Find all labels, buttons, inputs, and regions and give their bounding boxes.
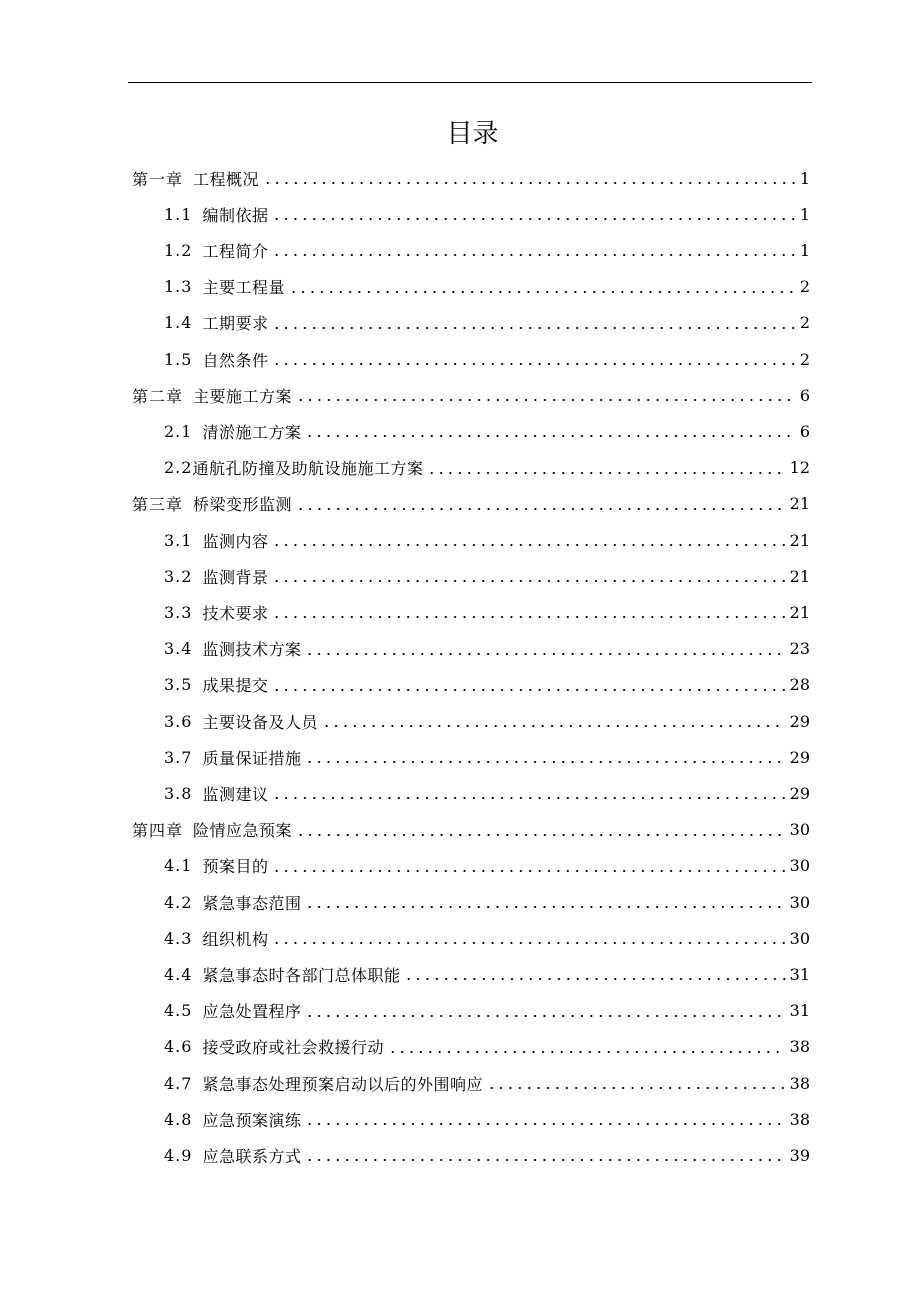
toc-section-entry[interactable] bbox=[164, 269, 810, 305]
toc-entry-page-number: 29 bbox=[789, 783, 810, 803]
toc-entry-title: 紧急事态范围 bbox=[202, 893, 302, 913]
toc-entry-number: 2.2 bbox=[164, 458, 193, 478]
toc-section-entry[interactable] bbox=[164, 594, 810, 630]
toc-dot-leader bbox=[296, 812, 786, 848]
toc-entry-title: 监测建议 bbox=[202, 784, 269, 804]
toc-entry-number: 1.3 bbox=[164, 277, 193, 297]
toc-entry-number: 4.4 bbox=[164, 964, 193, 984]
toc-dot-leader bbox=[296, 377, 796, 413]
toc-entry-number: 4.8 bbox=[164, 1109, 193, 1129]
toc-section-entry[interactable] bbox=[164, 993, 810, 1029]
toc-entry-number: 1.4 bbox=[164, 313, 193, 333]
toc-entry-number: 第二章 bbox=[132, 386, 184, 406]
toc-section-entry[interactable] bbox=[164, 667, 810, 703]
table-of-contents bbox=[0, 160, 920, 1180]
toc-entry-page-number: 30 bbox=[789, 892, 810, 912]
toc-dot-leader bbox=[404, 956, 785, 992]
toc-entry-number: 第四章 bbox=[132, 821, 184, 841]
toc-entry-title: 主要设备及人员 bbox=[202, 712, 318, 732]
toc-entry-page-number: 39 bbox=[789, 1145, 810, 1165]
toc-entry-page-number: 29 bbox=[789, 747, 810, 767]
toc-entry-title: 组织机构 bbox=[202, 929, 269, 949]
toc-section-entry[interactable] bbox=[164, 920, 810, 956]
toc-section-entry[interactable] bbox=[164, 341, 810, 377]
toc-entry-title: 监测背景 bbox=[202, 567, 269, 587]
toc-dot-leader bbox=[263, 160, 796, 196]
toc-dot-leader bbox=[272, 848, 785, 884]
toc-section-entry[interactable] bbox=[164, 232, 810, 268]
toc-entry-page-number: 1 bbox=[799, 240, 810, 260]
toc-entry-page-number: 1 bbox=[799, 204, 810, 224]
toc-entry-title: 紧急事态时各部门总体职能 bbox=[202, 965, 401, 985]
toc-chapter-entry[interactable] bbox=[132, 486, 810, 522]
toc-section-entry[interactable] bbox=[164, 956, 810, 992]
toc-entry-title: 工程概况 bbox=[193, 169, 260, 189]
toc-entry-number: 3.1 bbox=[164, 530, 193, 550]
toc-dot-leader bbox=[272, 920, 785, 956]
toc-entry-page-number: 1 bbox=[799, 168, 810, 188]
toc-dot-leader bbox=[272, 667, 785, 703]
toc-entry-title: 预案目的 bbox=[202, 857, 269, 877]
toc-entry-page-number: 6 bbox=[799, 385, 810, 405]
toc-entry-title: 应急预案演练 bbox=[202, 1110, 302, 1130]
toc-entry-title: 技术要求 bbox=[202, 603, 269, 623]
toc-dot-leader bbox=[272, 232, 795, 268]
toc-entry-page-number: 31 bbox=[789, 964, 810, 984]
toc-section-entry[interactable] bbox=[164, 848, 810, 884]
toc-entry-title: 主要施工方案 bbox=[193, 386, 293, 406]
toc-entry-title: 工期要求 bbox=[202, 314, 269, 334]
toc-entry-number: 3.3 bbox=[164, 602, 193, 622]
toc-entry-number: 1.1 bbox=[164, 204, 193, 224]
toc-entry-title: 质量保证措施 bbox=[202, 748, 302, 768]
toc-entry-page-number: 21 bbox=[789, 602, 810, 622]
toc-dot-leader bbox=[272, 558, 785, 594]
toc-entry-number: 4.5 bbox=[164, 1001, 193, 1021]
toc-entry-page-number: 38 bbox=[789, 1037, 810, 1057]
toc-entry-page-number: 21 bbox=[789, 494, 810, 514]
toc-section-entry[interactable] bbox=[164, 196, 810, 232]
toc-entry-page-number: 28 bbox=[789, 675, 810, 695]
toc-entry-number: 3.6 bbox=[164, 711, 193, 731]
toc-entry-number: 4.6 bbox=[164, 1037, 193, 1057]
toc-entry-number: 3.2 bbox=[164, 566, 193, 586]
toc-dot-leader bbox=[272, 522, 785, 558]
toc-entry-page-number: 31 bbox=[789, 1001, 810, 1021]
toc-entry-number: 1.2 bbox=[164, 240, 193, 260]
toc-entry-title: 险情应急预案 bbox=[193, 821, 293, 841]
toc-dot-leader bbox=[296, 486, 786, 522]
toc-entry-page-number: 30 bbox=[789, 820, 810, 840]
toc-entry-number: 3.8 bbox=[164, 783, 193, 803]
toc-entry-page-number: 23 bbox=[789, 639, 810, 659]
toc-entry-number: 1.5 bbox=[164, 349, 193, 369]
toc-entry-number: 2.1 bbox=[164, 421, 193, 441]
toc-entry-page-number: 21 bbox=[789, 566, 810, 586]
toc-entry-page-number: 29 bbox=[789, 711, 810, 731]
toc-entry-title: 桥梁变形监测 bbox=[193, 495, 293, 515]
toc-section-entry[interactable] bbox=[164, 1137, 810, 1173]
toc-entry-page-number: 2 bbox=[799, 349, 810, 369]
toc-dot-leader bbox=[305, 884, 785, 920]
toc-entry-number: 4.3 bbox=[164, 928, 193, 948]
toc-section-entry[interactable] bbox=[164, 1101, 810, 1137]
toc-dot-leader bbox=[322, 703, 786, 739]
toc-entry-title: 主要工程量 bbox=[202, 278, 285, 298]
toc-dot-leader bbox=[305, 739, 785, 775]
toc-entry-title: 清淤施工方案 bbox=[202, 422, 302, 442]
toc-section-entry[interactable] bbox=[164, 884, 810, 920]
toc-dot-leader bbox=[305, 1137, 785, 1173]
toc-dot-leader bbox=[487, 1065, 786, 1101]
toc-section-entry[interactable] bbox=[164, 522, 810, 558]
toc-entry-title: 监测内容 bbox=[202, 531, 269, 551]
header-rule bbox=[128, 82, 812, 83]
toc-entry-page-number: 6 bbox=[799, 421, 810, 441]
toc-entry-title: 紧急事态处理预案启动以后的外围响应 bbox=[202, 1074, 483, 1094]
toc-section-entry[interactable] bbox=[164, 1029, 810, 1065]
toc-dot-leader bbox=[305, 413, 795, 449]
toc-dot-leader bbox=[272, 196, 795, 232]
toc-entry-number: 第三章 bbox=[132, 495, 184, 515]
toc-chapter-entry[interactable] bbox=[132, 812, 810, 848]
toc-section-entry[interactable] bbox=[164, 305, 810, 341]
toc-entry-number: 3.4 bbox=[164, 639, 193, 659]
toc-dot-leader bbox=[272, 775, 785, 811]
toc-entry-page-number: 12 bbox=[789, 458, 810, 478]
toc-section-entry[interactable] bbox=[164, 558, 810, 594]
toc-chapter-entry[interactable] bbox=[132, 160, 810, 196]
toc-chapter-entry[interactable] bbox=[132, 377, 810, 413]
toc-entry-title: 监测技术方案 bbox=[202, 640, 302, 660]
toc-title: 目录 bbox=[446, 119, 499, 149]
toc-entry-page-number: 38 bbox=[789, 1073, 810, 1093]
toc-entry-title: 工程简介 bbox=[202, 241, 269, 261]
toc-section-entry[interactable] bbox=[164, 631, 810, 667]
toc-entry-number: 4.2 bbox=[164, 892, 193, 912]
toc-entry-page-number: 38 bbox=[789, 1109, 810, 1129]
toc-entry-page-number: 2 bbox=[799, 277, 810, 297]
toc-section-entry[interactable] bbox=[164, 450, 810, 486]
toc-dot-leader bbox=[388, 1029, 786, 1065]
toc-section-entry[interactable] bbox=[164, 703, 810, 739]
toc-entry-title: 自然条件 bbox=[202, 350, 269, 370]
toc-entry-title: 应急处置程序 bbox=[202, 1002, 302, 1022]
toc-entry-title: 应急联系方式 bbox=[202, 1146, 302, 1166]
toc-entry-page-number: 2 bbox=[799, 313, 810, 333]
toc-entry-number: 3.7 bbox=[164, 747, 193, 767]
toc-section-entry[interactable] bbox=[164, 1065, 810, 1101]
toc-entry-page-number: 30 bbox=[789, 928, 810, 948]
toc-dot-leader bbox=[305, 1101, 785, 1137]
toc-entry-number: 4.7 bbox=[164, 1073, 193, 1093]
toc-dot-leader bbox=[272, 341, 795, 377]
toc-dot-leader bbox=[305, 993, 785, 1029]
toc-entry-number: 3.5 bbox=[164, 675, 193, 695]
toc-dot-leader bbox=[272, 305, 795, 341]
toc-entry-number: 4.1 bbox=[164, 856, 193, 876]
toc-entry-page-number: 30 bbox=[789, 856, 810, 876]
toc-entry-title: 编制依据 bbox=[202, 205, 269, 225]
toc-section-entry[interactable] bbox=[164, 775, 810, 811]
toc-entry-title: 成果提交 bbox=[202, 676, 269, 696]
toc-entry-number: 4.9 bbox=[164, 1145, 193, 1165]
toc-entry-page-number: 21 bbox=[789, 530, 810, 550]
toc-entry-title: 接受政府或社会救援行动 bbox=[202, 1038, 384, 1058]
toc-dot-leader bbox=[272, 594, 785, 630]
toc-dot-leader bbox=[305, 631, 785, 667]
toc-section-entry[interactable] bbox=[164, 413, 810, 449]
toc-section-entry[interactable] bbox=[164, 739, 810, 775]
toc-entry-number: 第一章 bbox=[132, 169, 184, 189]
toc-entry-title: 通航孔防撞及助航设施施工方案 bbox=[192, 459, 424, 479]
toc-dot-leader bbox=[289, 269, 796, 305]
toc-dot-leader bbox=[427, 450, 785, 486]
